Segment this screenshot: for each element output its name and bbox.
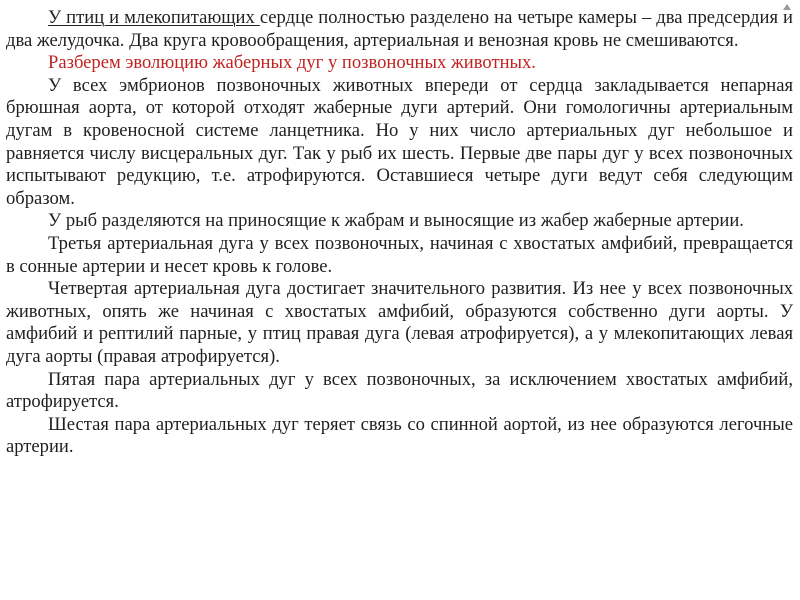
document-text	[6, 7, 793, 459]
paragraph-5: Третья артериальная дуга у всех позвоночных, начиная с хвостатых амфибий, превращается в сонные артерии и несет кровь к голове.	[6, 232, 793, 277]
paragraph-1	[6, 7, 793, 52]
paragraph-3: У всех эмбрионов позвоночных животных впереди от сердца закладывается непарная брюшная аорта, от которой отходят жаберные дуги артерий. Они гомологичны артериальным дугам в кровеносной системе ланцетника. Но у них число артериальных дуг небольшое и равняется числу висцеральных дуг. Так у рыб их шесть. Первые две пары дуг у всех позвоночных испытывают редукцию, т.е. атрофируются. Оставшиеся четыре дуги ведут себя следующим образом.	[6, 74, 793, 209]
paragraph-4: У рыб разделяются на приносящие к жабрам и выносящие из жабер жаберные артерии.	[48, 210, 744, 232]
paragraph-6: Четвертая артериальная дуга достигает значительного развития. Из нее у всех позвоночных животных, опять же начиная с хвостатых амфибий, образуются собственно дуги аорты. У амфибий и рептилий парные, у птиц правая дуга (левая атрофируется), а у млекопитающих левая дуга аорты (правая атрофируется).	[6, 278, 793, 367]
paragraph-1-underlined: У птиц и млекопитающих	[48, 7, 260, 28]
paragraph-7: Пятая пара артериальных дуг у всех позвоночных, за исключением хвостатых амфибий, атрофируется.	[6, 368, 793, 413]
paragraph-2-highlight: Разберем эволюцию жаберных дуг у позвоночных животных.	[48, 52, 536, 74]
paragraph-1-rest: сердце полностью разделено на четыре камеры – два предсердия и два желудочка. Два круга кровообращения, артериальная и венозная кровь не смешиваются.	[6, 7, 793, 51]
paragraph-8: Шестая пара артериальных дуг теряет связь со спинной аортой, из нее образуются легочные артерии.	[6, 413, 793, 458]
